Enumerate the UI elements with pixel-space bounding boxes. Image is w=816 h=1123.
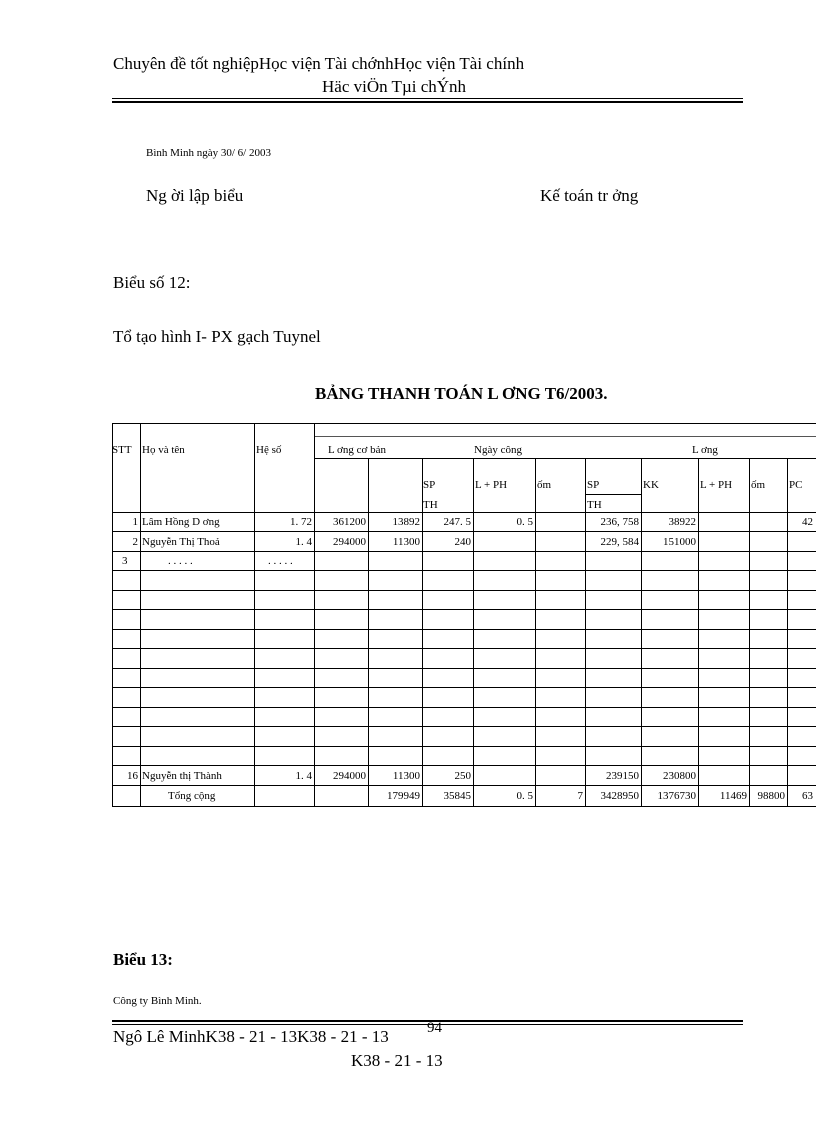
cell-kk: 38922 xyxy=(668,516,696,528)
cell-stt: 1 xyxy=(132,516,138,528)
table-row-line xyxy=(112,609,816,610)
total-value: 179949 xyxy=(387,790,420,802)
table-header-bottom xyxy=(112,512,816,513)
total-sp-th-salary: 3428950 xyxy=(600,790,639,802)
header-l-ph-1: L + PH xyxy=(475,479,508,491)
footer-line-2: K38 - 21 - 13 xyxy=(351,1051,443,1070)
form-number-13: Biểu 13: xyxy=(113,950,173,969)
page-number: 94 xyxy=(427,1020,442,1036)
table-col-line xyxy=(140,423,141,807)
table-col-line xyxy=(368,458,369,807)
cell-kk: 151000 xyxy=(663,536,696,548)
cell-stt: 2 xyxy=(132,536,138,548)
total-kk: 1376730 xyxy=(657,790,696,802)
table-header-line xyxy=(314,458,816,459)
table-row-line xyxy=(112,551,816,552)
total-pc: 63 xyxy=(802,790,813,802)
table-row-line xyxy=(112,668,816,669)
footer-line-1: Ngô Lê MinhK38 - 21 - 13K38 - 21 - 13 xyxy=(113,1027,389,1046)
total-l-ph-salary: 11469 xyxy=(719,790,747,802)
cell-sp-th-salary: 229, 584 xyxy=(600,536,639,548)
table-row-line xyxy=(112,785,816,786)
header-pc: PC xyxy=(789,479,803,491)
company-name: Công ty Bình Minh. xyxy=(113,995,202,1007)
table-row-line xyxy=(112,531,816,532)
header-coefficient: Hệ số xyxy=(256,444,282,456)
table-col-line xyxy=(535,458,536,807)
cell-coefficient: 1. 4 xyxy=(295,536,312,548)
table-header-line xyxy=(585,494,641,495)
header-basic-salary: L ơng cơ bản xyxy=(328,444,386,456)
cell-sp-th-salary: 239150 xyxy=(606,770,639,782)
cell-stt: 16 xyxy=(127,770,138,782)
table-col-line xyxy=(112,423,113,807)
total-sp-th: 35845 xyxy=(443,790,471,802)
header-line-2: Häc viÖn Tµi chÝnh xyxy=(322,77,467,96)
cell-kk: 230800 xyxy=(663,770,696,782)
place-date: Bình Minh ngày 30/ 6/ 2003 xyxy=(146,147,271,159)
header-rule xyxy=(112,98,743,99)
table-border-top xyxy=(112,423,816,424)
table-row-line xyxy=(112,746,816,747)
table-row-line xyxy=(112,570,816,571)
cell-name: Lâm Hồng D ơng xyxy=(142,516,220,528)
total-om: 7 xyxy=(577,790,583,802)
signature-preparer: Ng ời lập biểu xyxy=(146,186,244,205)
header-sp-2: SP xyxy=(587,479,600,491)
header-th-1: TH xyxy=(423,499,438,511)
table-col-line xyxy=(254,423,255,807)
cell-value: 11300 xyxy=(392,536,420,548)
cell-l-ph: 0. 5 xyxy=(516,516,533,528)
table-col-line xyxy=(641,458,642,807)
payroll-table xyxy=(112,423,816,807)
table-row-line xyxy=(112,707,816,708)
cell-name: Nguyễn thị Thành xyxy=(142,770,222,782)
cell-sp-th: 240 xyxy=(454,536,471,548)
table-col-line xyxy=(749,458,750,807)
cell-name: . . . . . xyxy=(168,555,193,567)
cell-stt: 3 xyxy=(122,555,128,567)
table-row-line xyxy=(112,648,816,649)
table-col-line xyxy=(314,423,315,807)
cell-basic-salary: 294000 xyxy=(333,770,366,782)
cell-sp-th: 247. 5 xyxy=(443,516,471,528)
table-row-line xyxy=(112,726,816,727)
header-rule-thick xyxy=(112,101,743,103)
total-om-salary: 98800 xyxy=(757,790,785,802)
table-col-line xyxy=(585,458,586,807)
cell-coefficient: 1. 4 xyxy=(295,770,312,782)
header-sp-1: SP xyxy=(423,479,436,491)
total-l-ph: 0. 5 xyxy=(516,790,533,802)
header-kk: KK xyxy=(643,479,659,491)
table-header-line xyxy=(314,436,816,437)
header-name: Họ và tên xyxy=(142,444,185,456)
cell-sp-th-salary: 236, 758 xyxy=(600,516,639,528)
header-salary: L ơng xyxy=(692,444,718,456)
cell-coefficient: 1. 72 xyxy=(290,516,312,528)
header-om-1: ốm xyxy=(537,479,552,491)
cell-coefficient: . . . . . xyxy=(268,555,293,567)
form-number: Biểu số 12: xyxy=(113,273,191,292)
header-line-1: Chuyên đề tốt nghiệpHọc viện Tài chớnhHọc viện Tài chính xyxy=(113,54,525,73)
cell-value: 11300 xyxy=(392,770,420,782)
cell-value: 13892 xyxy=(392,516,420,528)
header-om-2: ốm xyxy=(751,479,766,491)
table-col-line xyxy=(698,458,699,807)
signature-chief-accountant: Kế toán tr ởng xyxy=(540,186,639,205)
table-border-bottom xyxy=(112,806,816,807)
table-row-line xyxy=(112,687,816,688)
header-th-2: TH xyxy=(587,499,602,511)
table-title: BẢNG THANH TOÁN L ƠNG T6/2003. xyxy=(315,384,608,403)
workshop-name: Tổ tạo hình I- PX gạch Tuynel xyxy=(113,327,321,346)
cell-basic-salary: 361200 xyxy=(333,516,366,528)
table-row-line xyxy=(112,629,816,630)
cell-name: Nguyễn Thị Thoả xyxy=(142,536,220,548)
table-col-line xyxy=(473,458,474,807)
header-l-ph-2: L + PH xyxy=(700,479,733,491)
cell-sp-th: 250 xyxy=(454,770,471,782)
cell-pc: 42 xyxy=(802,516,813,528)
table-row-line xyxy=(112,590,816,591)
total-label: Tổng cộng xyxy=(168,790,216,802)
cell-basic-salary: 294000 xyxy=(333,536,366,548)
table-row-line xyxy=(112,765,816,766)
header-workdays: Ngày công xyxy=(474,444,522,456)
table-col-line xyxy=(787,458,788,807)
header-stt: STT xyxy=(112,444,132,456)
